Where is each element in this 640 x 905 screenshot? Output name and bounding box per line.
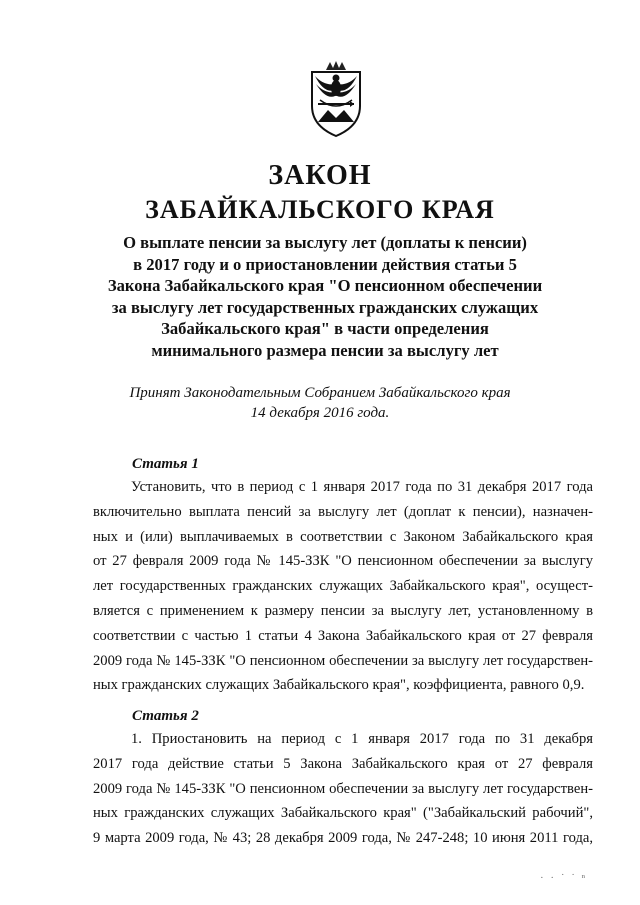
article-1-text (93, 475, 593, 698)
law-region-title: ЗАБАЙКАЛЬСКОГО КРАЯ (145, 195, 495, 224)
adoption-note (60, 383, 580, 423)
text-line: 1. Приостановить на период с 1 января 2017 года по 31 декабря (131, 731, 593, 747)
law-title: ЗАКОН (268, 160, 372, 191)
adoption-line: Принят Законодательным Собранием Забайкальского края (129, 385, 511, 401)
subtitle-line: Закона Забайкальского края "О пенсионном обеспечении (107, 276, 543, 295)
text-line: ных гражданских служащих Забайкальского края" ("Забайкальский рабочий", (93, 805, 593, 822)
subtitle-line: О выплате пенсии за выслугу лет (доплаты к пенсии) (123, 233, 527, 252)
text-line: 9 марта 2009 года, № 43; 28 декабря 2009 года, № 247-248; 10 июня 2011 года, (93, 830, 593, 847)
text-line: вляется с применением к размеру пенсии за выслугу лет, установленному в (93, 602, 593, 619)
text-line: ных гражданских служащих Забайкальского края", коэффициента, равного 0,9. (93, 677, 585, 694)
article-2-text (93, 727, 593, 851)
subtitle-line: в 2017 году и о приостановлении действия статьи 5 (133, 254, 517, 274)
text-line: соответствии с частью 1 статьи 4 Закона Забайкальского края от 27 февраля (93, 627, 593, 644)
article-2-heading: Статья 2 (132, 708, 199, 724)
subtitle-line: минимального размера пенсии за выслугу лет (151, 340, 499, 360)
subtitle-line: за выслугу лет государственных гражданских служащих (111, 297, 539, 317)
article-1-heading: Статья 1 (132, 456, 199, 472)
text-line: 2009 года № 145-ЗЗК "О пенсионном обеспечении за выслугу лет государствен- (93, 652, 593, 669)
law-subtitle (60, 232, 590, 361)
text-line: Установить, что в период с 1 января 2017 года по 31 декабря 2017 года (131, 479, 593, 495)
coat-of-arms-icon (306, 60, 366, 138)
text-line: включительно выплата пенсий за выслугу лет (доплат к пенсии), назначен- (93, 503, 593, 520)
text-line: 2009 года № 145-ЗЗК "О пенсионном обеспечении за выслугу лет государствен- (93, 780, 593, 797)
scan-mark: · · ˙ ˙ ⁿ (540, 872, 588, 884)
subtitle-line: Забайкальского края" в части определения (161, 319, 489, 338)
text-line: ных и (или) выплачиваемых в соответствии с Законом Забайкальского края (93, 528, 593, 545)
text-line: от 27 февраля 2009 года № 145-ЗЗК "О пенсионном обеспечении за выслугу (93, 553, 593, 570)
adoption-date: 14 декабря 2016 года. (250, 405, 390, 421)
text-line: лет государственных гражданских служащих Забайкальского края", осущест- (93, 578, 593, 595)
text-line: 2017 года действие статьи 5 Закона Забайкальского края от 27 февраля (93, 755, 593, 772)
